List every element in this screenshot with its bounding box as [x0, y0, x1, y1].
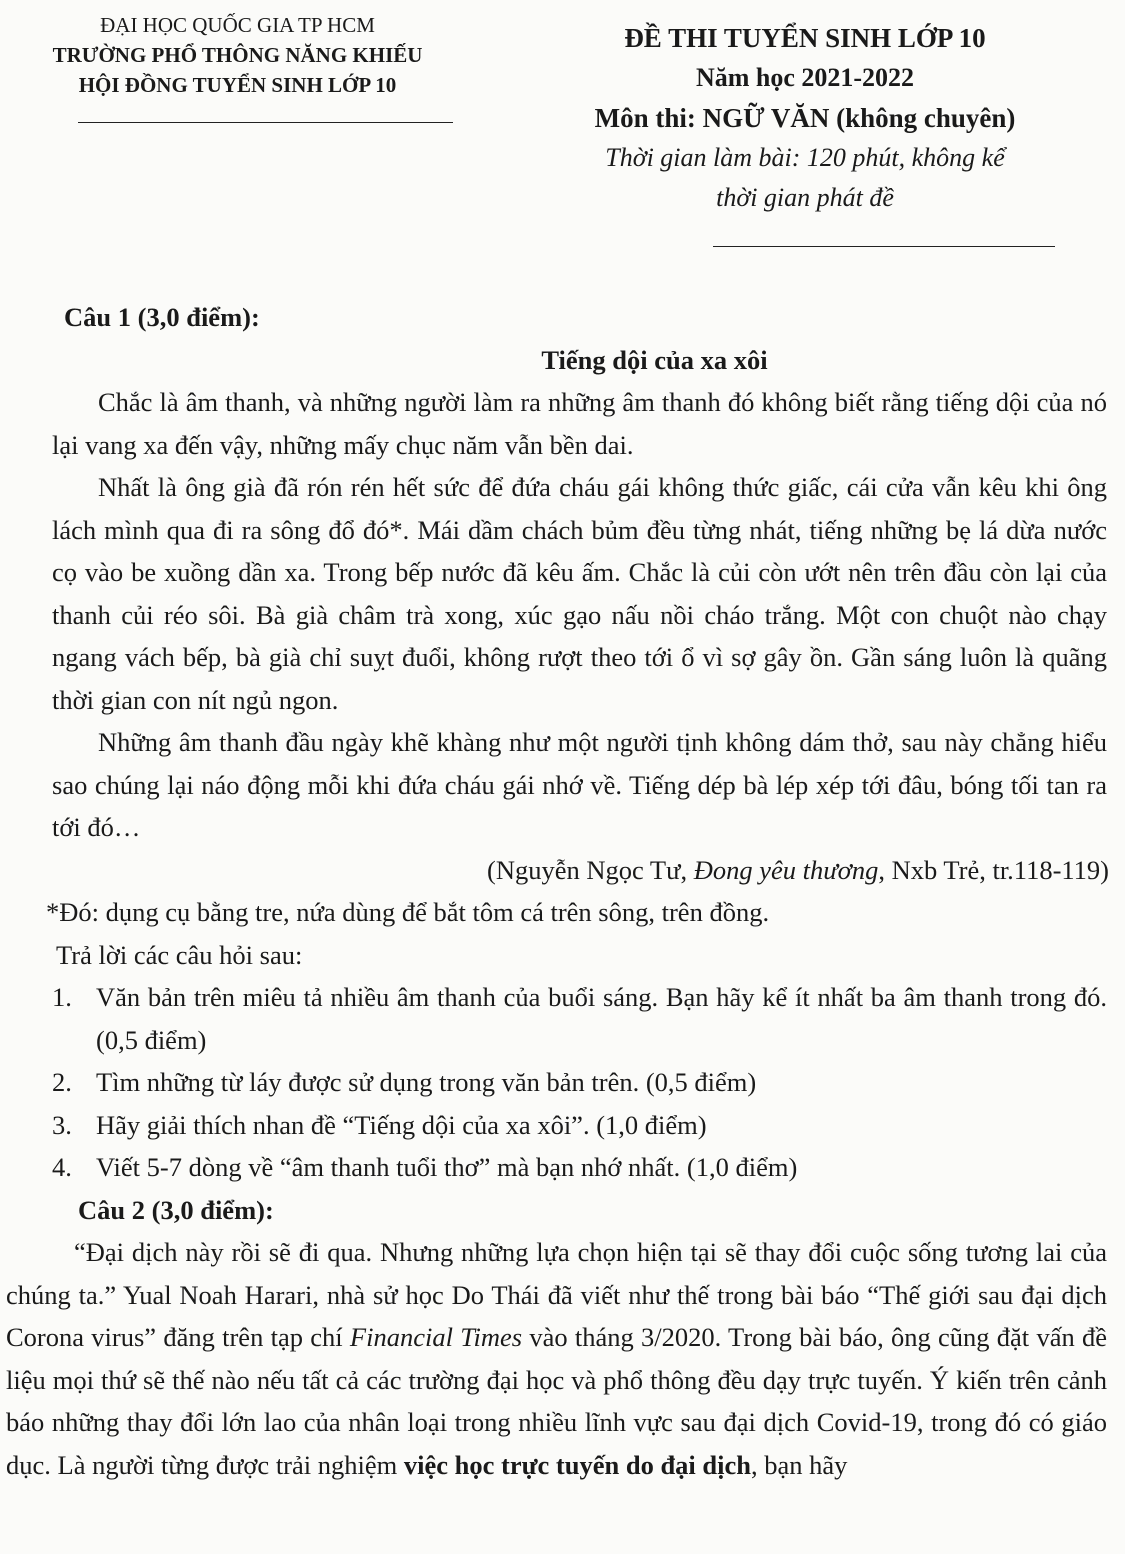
- council-name: HỘI ĐỒNG TUYỂN SINH LỚP 10: [78, 73, 397, 97]
- university-name: ĐẠI HỌC QUỐC GIA TP HCM: [100, 13, 375, 37]
- list-item: [52, 1146, 1107, 1189]
- question2-paragraph: [6, 1231, 1107, 1486]
- question-list: [52, 976, 1107, 1189]
- story-title: Tiếng dội của xa xôi: [541, 344, 768, 375]
- item-number: 1.: [52, 982, 72, 1012]
- item-number: 4.: [52, 1152, 72, 1182]
- item-text: Viết 5-7 dòng về “âm thanh tuổi thơ” mà bạn nhớ nhất. (1,0 điểm): [96, 1152, 798, 1182]
- source-prefix: (Nguyễn Ngọc Tư,: [487, 854, 694, 885]
- item-text: Tìm những từ láy được sử dụng trong văn bản trên. (0,5 điểm): [96, 1067, 757, 1097]
- header-left-divider: [78, 122, 453, 123]
- time-limit-line2: thời gian phát đề: [716, 183, 894, 212]
- exam-subject: Môn thi: NGỮ VĂN (không chuyên): [594, 103, 1016, 133]
- q2-text-part3: , bạn hãy: [751, 1449, 848, 1480]
- source-suffix: , Nxb Trẻ, tr.118-119): [878, 854, 1109, 885]
- time-limit-line1: Thời gian làm bài: 120 phút, không kể: [605, 143, 1005, 172]
- q2-text-part2: vào tháng 3/2020. Trong bài báo, ông cũng đặt vấn đề liệu mọi thứ sẽ thế nào nếu tất cả các trường đại học và phổ thông đều dạy trực tuyến. Ý kiến trên cảnh báo những thay đổi lớn lao của nhân loại trong nhiều lĩnh vực sau đại dịch Covid-19, trong đó có giáo dục. Là người từng được trải nghiệm: [6, 1322, 1107, 1480]
- q2-text-italic: Financial Times: [349, 1322, 523, 1352]
- list-item: [52, 976, 1107, 1061]
- story-paragraph: Chắc là âm thanh, và những người làm ra những âm thanh đó không biết rằng tiếng dội của nó lại vang xa đến vậy, những mấy chục năm vẫn bền dai.: [52, 387, 1107, 460]
- item-text: Hãy giải thích nhan đề “Tiếng dội của xa xôi”. (1,0 điểm): [96, 1109, 707, 1140]
- school-name: TRƯỜNG PHỔ THÔNG NĂNG KHIẾU: [52, 43, 423, 67]
- item-number: 2.: [52, 1067, 72, 1097]
- source-citation: [52, 849, 1109, 892]
- exam-body: [6, 296, 1109, 1486]
- list-item: [52, 1104, 1107, 1147]
- header-right-divider: [713, 246, 1055, 247]
- exam-title: ĐỀ THI TUYỂN SINH LỚP 10: [624, 23, 986, 53]
- story-paragraph: Những âm thanh đầu ngày khẽ khàng như một người tịnh không dám thở, sau này chẳng hiểu sao chúng lại náo động mỗi khi đứa cháu gái nhớ về. Tiếng dép bà lép xép tới đâu, bóng tối tan ra tới đó…: [52, 727, 1107, 842]
- source-book: Đong yêu thương: [693, 854, 879, 885]
- school-year: Năm học 2021-2022: [695, 63, 915, 92]
- item-text: Văn bản trên miêu tả nhiều âm thanh của buổi sáng. Bạn hãy kể ít nhất ba âm thanh trong đó. (0,5 điểm): [96, 982, 1107, 1055]
- story-paragraph: Nhất là ông già đã rón rén hết sức để đứa cháu gái không thức giấc, cái cửa vẫn kêu khi ông lách mình qua đi ra sông đổ đó*. Mái dầm chách bủm đều từng nhát, tiếng những bẹ lá dừa nước cọ vào be xuồng dần xa. Trong bếp nước đã kêu ấm. Chắc là củi còn ướt nên trên đầu còn lại của thanh củi réo sôi. Bà già châm trà xong, xúc gạo nấu nồi cháo trắng. Một con chuột nào chạy ngang vách bếp, bà già chỉ suỵt đuổi, không rượt theo tới ổ vì sợ gây ồn. Gần sáng luôn là quãng thời gian con nít ngủ ngon.: [52, 472, 1107, 715]
- q2-text-part1: “Đại dịch này rồi sẽ đi qua. Nhưng những lựa chọn hiện tại sẽ thay đổi cuộc sống tương lai của chúng ta.” Yual Noah Harari, nhà sử học Do Thái đã viết như thế trong bài báo “Thế giới sau đại dịch Corona virus” đăng trên tạp chí: [6, 1237, 1107, 1352]
- list-item: [52, 1061, 1107, 1104]
- question2-title: Câu 2 (3,0 điểm):: [78, 1194, 274, 1225]
- instruction: Trả lời các câu hỏi sau:: [56, 939, 303, 970]
- footnote: *Đó: dụng cụ bằng tre, nứa dùng để bắt tôm cá trên sông, trên đồng.: [46, 897, 770, 927]
- header-left: [0, 10, 475, 123]
- q2-text-bold: việc học trực tuyến do đại dịch: [403, 1449, 752, 1480]
- header-right: [545, 18, 1065, 247]
- question1-title: Câu 1 (3,0 điểm):: [64, 302, 260, 332]
- item-number: 3.: [52, 1109, 72, 1140]
